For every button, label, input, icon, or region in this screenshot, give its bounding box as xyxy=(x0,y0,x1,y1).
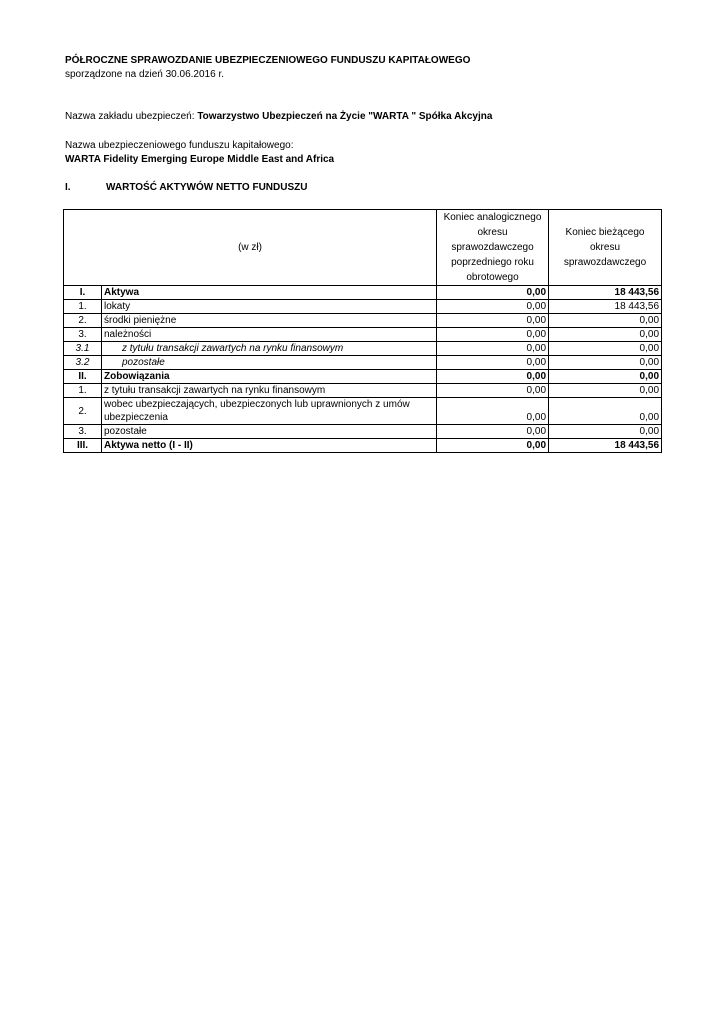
table-row xyxy=(64,384,662,398)
row-curr-value: 0,00 xyxy=(549,328,662,342)
table-row xyxy=(64,439,662,453)
row-label: Zobowiązania xyxy=(102,370,437,384)
row-prev-value: 0,00 xyxy=(437,425,549,439)
prev-period-header: Koniec analogicznego okresu sprawozdawczego poprzedniego roku obrotowego xyxy=(437,210,549,286)
row-curr-value: 0,00 xyxy=(549,425,662,439)
insurer-label: Nazwa zakładu ubezpieczeń: xyxy=(65,111,198,122)
row-number: 3.2 xyxy=(64,356,102,370)
table-row xyxy=(64,370,662,384)
row-number: 1. xyxy=(64,384,102,398)
curr-period-header: Koniec bieżącego okresu sprawozdawczego xyxy=(549,210,662,286)
row-label: Aktywa netto (I - II) xyxy=(102,439,437,453)
table-row xyxy=(64,356,662,370)
table-row xyxy=(64,328,662,342)
row-label: środki pieniężne xyxy=(102,314,437,328)
table-row xyxy=(64,425,662,439)
table-header-row xyxy=(64,210,662,286)
row-curr-value: 0,00 xyxy=(549,384,662,398)
row-label: pozostałe xyxy=(102,356,437,370)
table-row xyxy=(64,342,662,356)
row-prev-value: 0,00 xyxy=(437,370,549,384)
row-prev-value: 0,00 xyxy=(437,314,549,328)
net-assets-table xyxy=(63,209,662,453)
table-row xyxy=(64,398,662,425)
row-prev-value: 0,00 xyxy=(437,342,549,356)
unit-header: (w zł) xyxy=(64,210,437,286)
row-number: 3. xyxy=(64,425,102,439)
row-prev-value: 0,00 xyxy=(437,439,549,453)
row-number: 2. xyxy=(64,314,102,328)
insurer-line xyxy=(65,111,492,122)
row-number: 2. xyxy=(64,398,102,425)
row-prev-value: 0,00 xyxy=(437,286,549,300)
fund-label: Nazwa ubezpieczeniowego funduszu kapitałowego: xyxy=(65,140,294,151)
row-curr-value: 18 443,56 xyxy=(549,300,662,314)
report-title: PÓŁROCZNE SPRAWOZDANIE UBEZPIECZENIOWEGO FUNDUSZU KAPITAŁOWEGO xyxy=(65,55,471,66)
row-label: wobec ubezpieczających, ubezpieczonych lub uprawnionych z umów ubezpieczenia xyxy=(102,398,437,425)
row-prev-value: 0,00 xyxy=(437,300,549,314)
row-curr-value: 18 443,56 xyxy=(549,286,662,300)
row-number: 3.1 xyxy=(64,342,102,356)
row-number: III. xyxy=(64,439,102,453)
row-curr-value: 0,00 xyxy=(549,398,662,425)
row-curr-value: 0,00 xyxy=(549,342,662,356)
section-number: I. xyxy=(65,182,71,193)
row-number: II. xyxy=(64,370,102,384)
row-prev-value: 0,00 xyxy=(437,384,549,398)
row-curr-value: 18 443,56 xyxy=(549,439,662,453)
row-curr-value: 0,00 xyxy=(549,314,662,328)
row-label: z tytułu transakcji zawartych na rynku finansowym xyxy=(102,384,437,398)
report-date: sporządzone na dzień 30.06.2016 r. xyxy=(65,69,225,80)
table-row xyxy=(64,286,662,300)
row-label: pozostałe xyxy=(102,425,437,439)
row-label: Aktywa xyxy=(102,286,437,300)
row-prev-value: 0,00 xyxy=(437,328,549,342)
row-number: 1. xyxy=(64,300,102,314)
insurer-name: Towarzystwo Ubezpieczeń na Życie "WARTA " Spółka Akcyjna xyxy=(197,111,493,122)
row-number: 3. xyxy=(64,328,102,342)
fund-name: WARTA Fidelity Emerging Europe Middle East and Africa xyxy=(65,154,335,165)
row-label: z tytułu transakcji zawartych na rynku finansowym xyxy=(102,342,437,356)
row-prev-value: 0,00 xyxy=(437,398,549,425)
row-label: należności xyxy=(102,328,437,342)
row-prev-value: 0,00 xyxy=(437,356,549,370)
row-curr-value: 0,00 xyxy=(549,356,662,370)
row-label: lokaty xyxy=(102,300,437,314)
section-title: WARTOŚĆ AKTYWÓW NETTO FUNDUSZU xyxy=(106,182,308,193)
row-number: I. xyxy=(64,286,102,300)
table-row xyxy=(64,300,662,314)
table-row xyxy=(64,314,662,328)
row-curr-value: 0,00 xyxy=(549,370,662,384)
